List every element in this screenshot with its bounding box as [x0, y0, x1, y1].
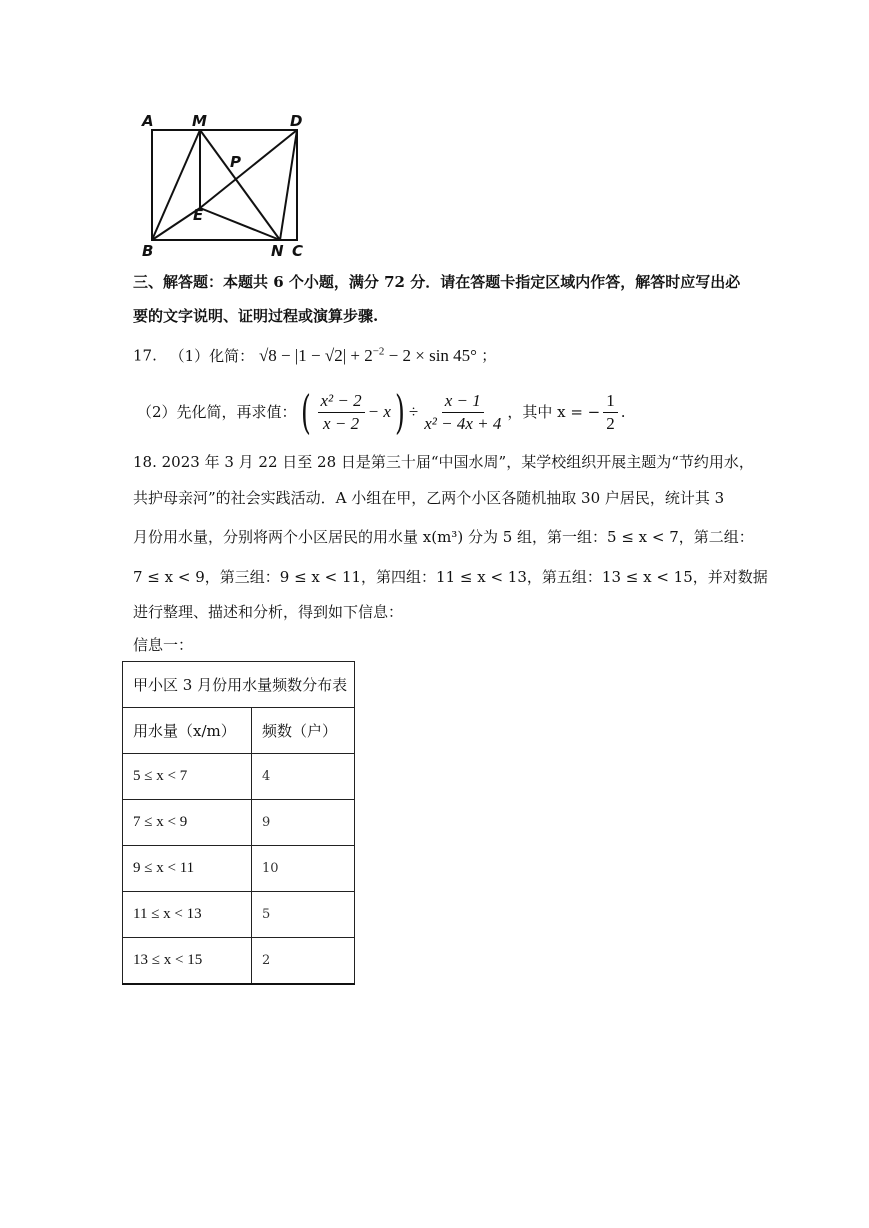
label-a: A: [142, 112, 154, 130]
q17-part2-label: （2）先化简，再求值：: [137, 403, 297, 421]
range-cell: 11 ≤ x < 13: [123, 892, 252, 938]
count-cell: 10: [252, 846, 355, 892]
q17-period: .: [620, 403, 626, 421]
divide-sign: ÷: [408, 402, 419, 421]
fraction-2-denominator: x² − 4x + 4: [424, 413, 502, 433]
q17-part1: [133, 340, 496, 367]
q18-line1: 18. 2023 年 3 月 22 日至 28 日是第三十届“中国水周”，某学校组织开展主题为“节约用水，: [133, 453, 754, 471]
q17-part1-expr-b: − 2 × sin 45°: [384, 345, 477, 365]
table-row: [123, 846, 355, 892]
column-header-frequency: 频数（户）: [252, 708, 355, 754]
where-clause: ，其中 x = −: [507, 403, 601, 421]
range-cell: 5 ≤ x < 7: [123, 754, 252, 800]
label-n: N: [271, 242, 284, 260]
q17-part1-label: （1）化简：: [169, 346, 255, 365]
section-heading-line2: 要的文字说明、证明过程或演算步骤.: [133, 307, 379, 325]
q18-line4: 7 ≤ x < 9，第三组：9 ≤ x < 11，第四组：11 ≤ x < 13，第五组：13 ≤ x < 15，并对数据: [133, 568, 768, 586]
count-cell: 5: [252, 892, 355, 938]
label-d: D: [290, 112, 303, 130]
geometry-figure: [138, 108, 328, 263]
table-title: 甲小区 3 月份用水量频数分布表: [123, 662, 355, 708]
label-c: C: [292, 242, 304, 260]
table-header-row: [123, 708, 355, 754]
q17-part1-expr-a: √8 − |1 − √2| + 2: [258, 345, 373, 365]
half-denominator: 2: [606, 413, 615, 433]
fraction-1-denominator: x − 2: [323, 413, 360, 433]
minus-x: − x: [367, 402, 391, 421]
q17-part1-end: ；: [481, 346, 497, 365]
range-cell: 9 ≤ x < 11: [123, 846, 252, 892]
right-paren: ): [394, 385, 405, 439]
range-cell: 7 ≤ x < 9: [123, 800, 252, 846]
q17-part1-expression: [259, 346, 481, 365]
q18-line5: 进行整理、描述和分析，得到如下信息：: [133, 603, 404, 621]
label-b: B: [142, 242, 154, 260]
range-cell: 13 ≤ x < 15: [123, 938, 252, 985]
fraction-1-numerator: x² − 2: [318, 391, 365, 413]
q17-part1-exponent: −2: [372, 345, 385, 357]
label-p: P: [230, 153, 241, 171]
label-m: M: [192, 112, 207, 130]
table-row: [123, 892, 355, 938]
fraction-1: [318, 391, 365, 434]
table-title-row: [123, 662, 355, 708]
table-row: [123, 754, 355, 800]
column-header-usage: 用水量（x/m）: [123, 708, 252, 754]
fraction-half: [603, 391, 618, 434]
q18-line2: 共护母亲河”的社会实践活动．A 小组在甲，乙两个小区各随机抽取 30 户居民，统计其 3: [133, 489, 725, 507]
left-paren: (: [300, 385, 311, 439]
q18-line3: 月份用水量，分别将两个小区居民的用水量 x(m³) 分为 5 组，第一组：5 ≤ x < 7，第二组：: [133, 528, 754, 546]
q17-number: 17.: [133, 346, 157, 365]
count-cell: 9: [252, 800, 355, 846]
segment-dn: [280, 130, 297, 240]
count-cell: 2: [252, 938, 355, 985]
half-numerator: 1: [603, 391, 618, 413]
section-heading-line1: 三、解答题：本题共 6 个小题，满分 72 分．请在答题卡指定区域内作答，解答时应写出必: [133, 273, 741, 291]
fraction-2-numerator: x − 1: [442, 391, 484, 413]
fraction-2: [421, 391, 504, 434]
q17-part2: [137, 386, 626, 438]
frequency-table: [122, 661, 355, 985]
label-e: E: [193, 206, 204, 224]
table-row: [123, 938, 355, 985]
table-row: [123, 800, 355, 846]
info-one-label: 信息一：: [133, 636, 194, 654]
count-cell: 4: [252, 754, 355, 800]
